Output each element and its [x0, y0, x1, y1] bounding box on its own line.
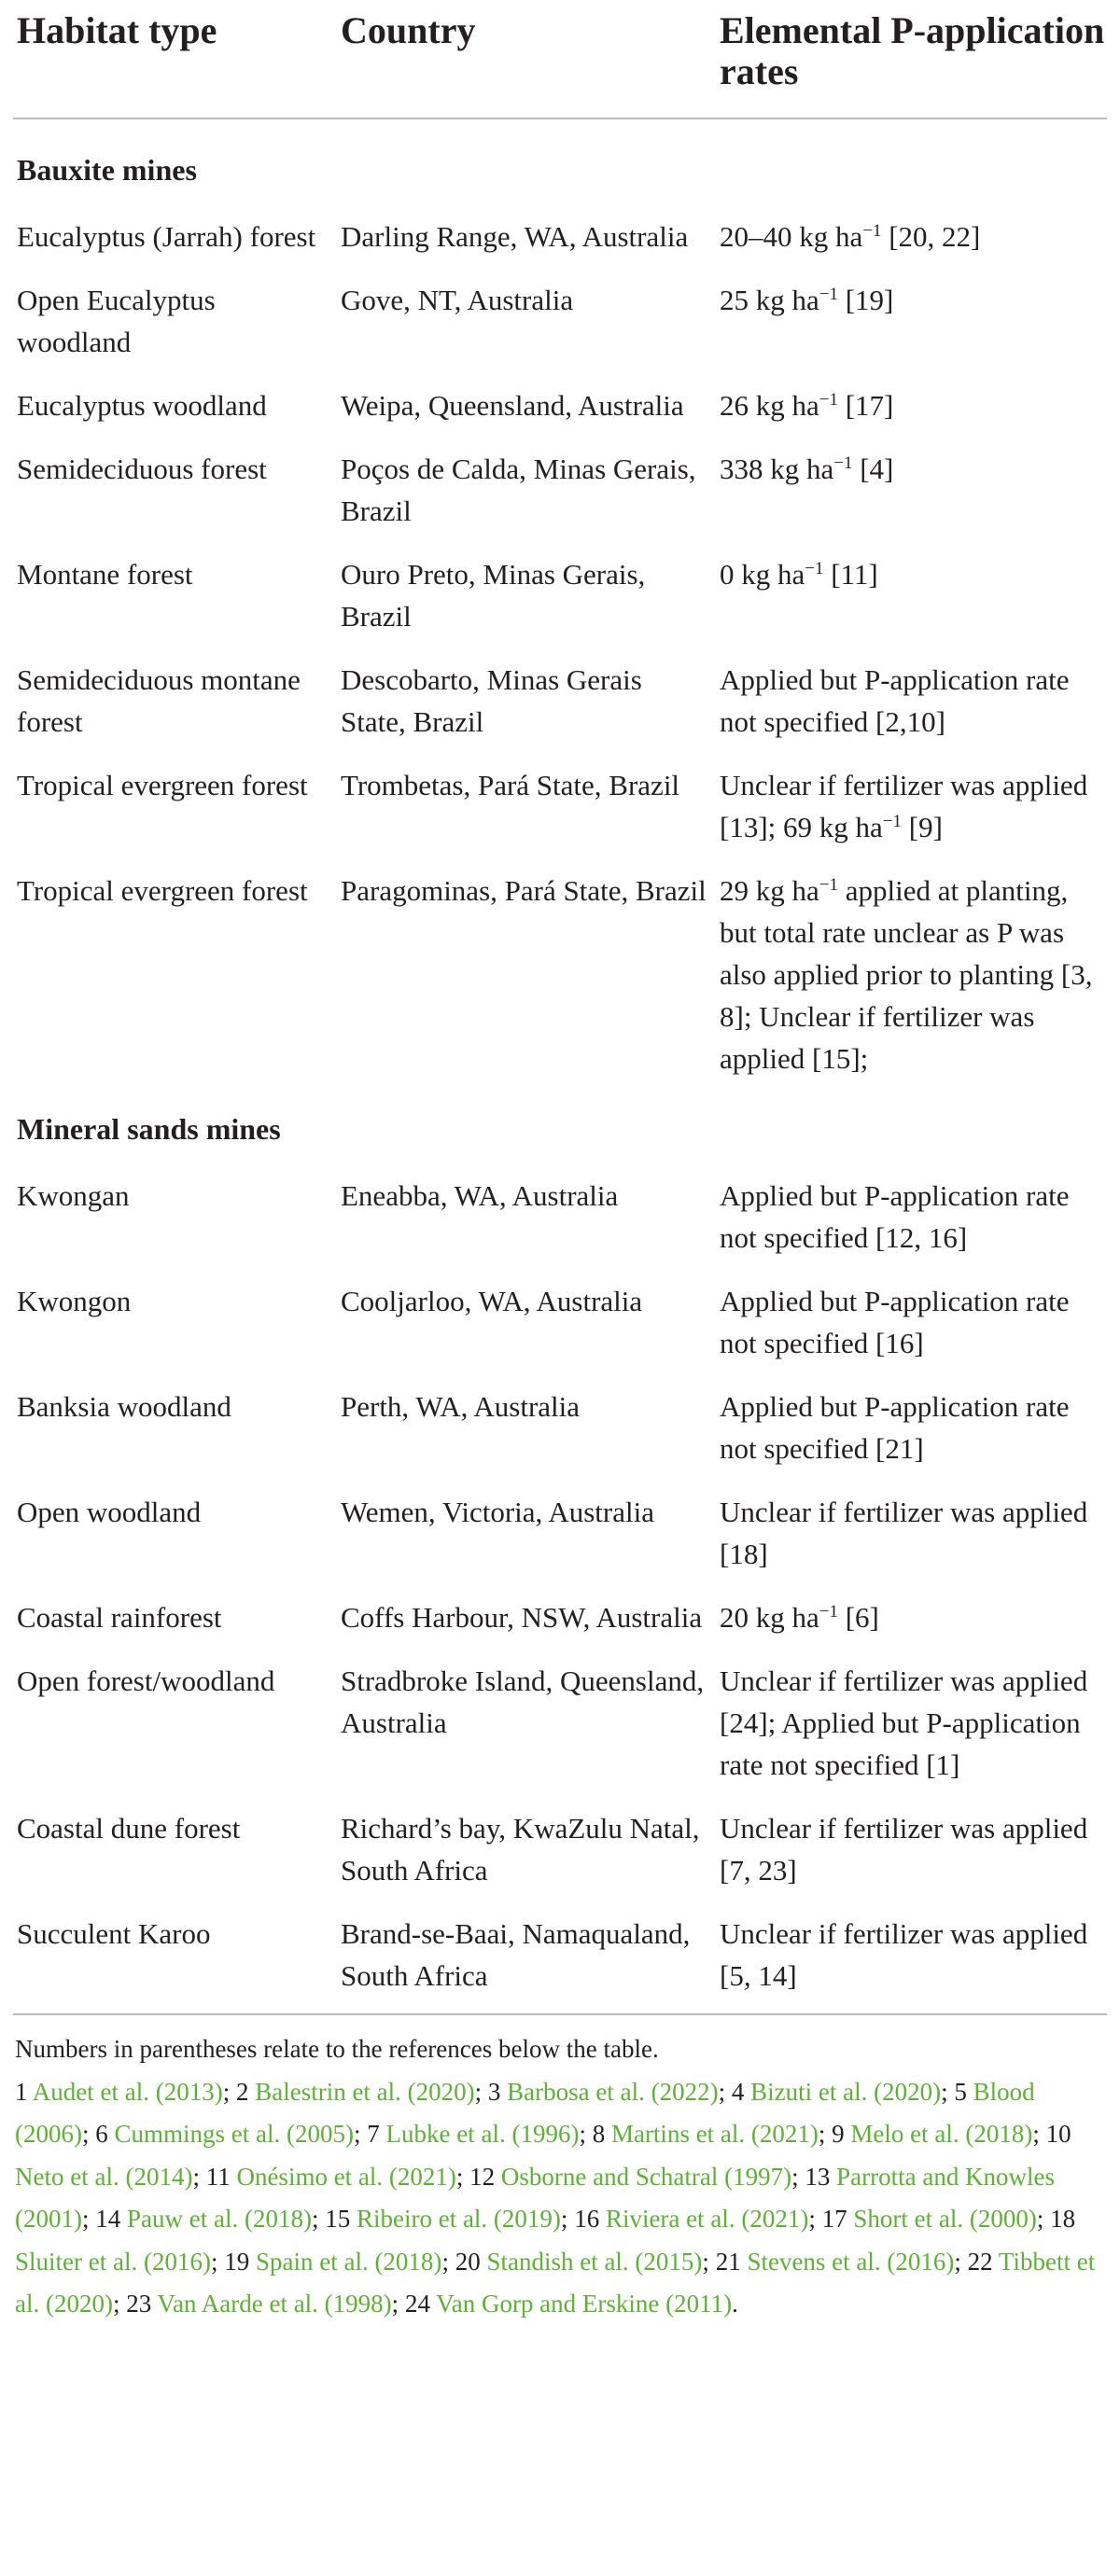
habitat-cell: Semideciduous forest: [17, 453, 267, 485]
reference-link[interactable]: Parrotta and Knowles (2001): [15, 2162, 1056, 2233]
table-row: [13, 1593, 1107, 1656]
country-cell: Brand-se-Baai, Namaqualand, South Africa: [341, 1917, 691, 1992]
country-cell: Stradbroke Island, Queensland, Australia: [341, 1664, 705, 1739]
reference-link[interactable]: Sluiter et al. (2016): [15, 2247, 211, 2276]
section-row: [13, 118, 1107, 212]
country-cell: Perth, WA, Australia: [341, 1390, 581, 1423]
reference-link[interactable]: Pauw et al. (2018): [127, 2205, 312, 2233]
country-cell: Gove, NT, Australia: [341, 284, 574, 316]
table-row: [13, 1803, 1107, 1909]
section-title: Mineral sands mines: [17, 1112, 281, 1146]
habitat-cell: Open forest/woodland: [17, 1664, 275, 1697]
superscript-exponent: −1: [805, 559, 824, 578]
table-footnote: [13, 2015, 1107, 2326]
habitat-cell: Semideciduous montane forest: [17, 663, 301, 738]
table-row: [13, 1382, 1107, 1487]
table-row: [13, 1276, 1107, 1382]
country-cell: Poços de Calda, Minas Gerais, Brazil: [341, 453, 696, 527]
habitat-cell: Succulent Karoo: [17, 1917, 211, 1950]
footnote-intro: Numbers in parentheses relate to the references below the table.: [15, 2035, 659, 2063]
reference-link[interactable]: Bizuti et al. (2020): [750, 2077, 942, 2106]
p-application-table: [13, 0, 1107, 2015]
rate-cell: Applied but P-application rate not specified [16]: [720, 1285, 1070, 1359]
reference-link[interactable]: Short et al. (2000): [853, 2205, 1037, 2233]
country-cell: Trombetas, Pará State, Brazil: [341, 769, 680, 801]
rate-cell: 338 kg $ha^{-1}$ [4]: [720, 453, 894, 485]
superscript-exponent: −1: [819, 875, 838, 895]
table-row: [13, 760, 1107, 866]
reference-link[interactable]: Cummings et al. (2005): [114, 2120, 354, 2148]
reference-link[interactable]: Melo et al. (2018): [850, 2120, 1033, 2148]
table-row: [13, 1171, 1107, 1276]
country-cell: Cooljarloo, WA, Australia: [341, 1285, 643, 1317]
country-cell: Wemen, Victoria, Australia: [341, 1496, 654, 1528]
superscript-exponent: −1: [882, 812, 902, 831]
rate-cell: Unclear if fertilizer was applied [18]: [720, 1496, 1088, 1570]
superscript-exponent: −1: [819, 285, 838, 304]
header-row: [13, 0, 1107, 118]
reference-list: 1 Audet et al. (2013); 2 Balestrin et al. (2020); 3 Barbosa et al. (2022); 4 Bizuti et al. (2020); 5 Blood (2006); 6 Cummings et al. (2005); 7 Lubke et al. (1996); 8 Martins et al. (2021); 9 Melo et al. (2018); 10 Neto et al. (2014); 11 Onésimo et al. (2021); 12 Osborne and Schatral (1997); 13 Parrotta and Knowles (2001); 14 Pauw et al. (2018); 15 Ribeiro et al. (2019); 16 Riviera et al. (2021); 17 Short et al. (2000); 18 Sluiter et al. (2016); 19 Spain et al. (2018); 20 Standish et al. (2015); 21 Stevens et al. (2016); 22 Tibbett et al. (2020); 23 Van Aarde et al. (1998); 24 Van Gorp and Erskine (2011).: [15, 2077, 1096, 2318]
habitat-cell: Kwongan: [17, 1179, 130, 1212]
reference-link[interactable]: Van Gorp and Erskine (2011): [436, 2290, 733, 2318]
reference-link[interactable]: Barbosa et al. (2022): [507, 2077, 719, 2106]
country-cell: Darling Range, WA, Australia: [341, 220, 689, 253]
table-row: [13, 1656, 1107, 1803]
country-cell: Coffs Harbour, NSW, Australia: [341, 1601, 703, 1634]
rate-cell: Applied but P-application rate not specified [2,10]: [720, 663, 1070, 738]
habitat-cell: Eucalyptus woodland: [17, 389, 267, 422]
table-body: [13, 118, 1107, 2014]
table-row: [13, 275, 1107, 381]
reference-link[interactable]: Onésimo et al. (2021): [236, 2162, 456, 2191]
habitat-cell: Open Eucalyptus woodland: [17, 284, 216, 358]
reference-link[interactable]: Van Aarde et al. (1998): [157, 2290, 392, 2318]
table-row: [13, 1487, 1107, 1593]
table-container: [13, 0, 1107, 2326]
reference-link[interactable]: Audet et al. (2013): [32, 2077, 223, 2106]
country-cell: Paragominas, Pará State, Brazil: [341, 874, 707, 907]
habitat-cell: Open woodland: [17, 1496, 202, 1528]
superscript-exponent: −1: [819, 390, 838, 410]
superscript-exponent: −1: [862, 221, 882, 241]
country-cell: Richard’s bay, KwaZulu Natal, South Africa: [341, 1812, 700, 1887]
habitat-cell: Coastal rainforest: [17, 1601, 222, 1634]
reference-link[interactable]: Ribeiro et al. (2019): [356, 2205, 561, 2233]
rate-cell: 25 kg $ha^{-1}$ [19]: [720, 284, 894, 316]
superscript-exponent: −1: [833, 453, 853, 473]
rate-cell: Unclear if fertilizer was applied [5, 14]: [720, 1917, 1088, 1992]
table-row: [13, 655, 1107, 760]
table-row: [13, 550, 1107, 655]
reference-link[interactable]: Riviera et al. (2021): [605, 2205, 809, 2233]
habitat-cell: Tropical evergreen forest: [17, 874, 308, 907]
header-country: Country: [341, 9, 476, 51]
reference-link[interactable]: Spain et al. (2018): [255, 2247, 442, 2276]
country-cell: Eneabba, WA, Australia: [341, 1179, 619, 1212]
habitat-cell: Coastal dune forest: [17, 1812, 241, 1845]
rate-cell: 29 kg $ha^{-1}$ applied at planting, but total rate unclear as P was also applied prior to planting [3, 8]; Unclear if fertilizer was applied [15];: [720, 874, 1093, 1075]
habitat-cell: Kwongon: [17, 1285, 132, 1317]
reference-link[interactable]: Tibbett et al. (2020): [15, 2247, 1096, 2318]
rate-cell: Unclear if fertilizer was applied [24]; Applied but P-application rate not specified [1]: [720, 1664, 1088, 1781]
header-p-application-rates: Elemental P-application rates: [720, 9, 1105, 92]
reference-link[interactable]: Stevens et al. (2016): [747, 2247, 955, 2276]
rate-cell: Unclear if fertilizer was applied [7, 23]: [720, 1812, 1088, 1887]
reference-link[interactable]: Balestrin et al. (2020): [255, 2077, 475, 2106]
reference-link[interactable]: Standish et al. (2015): [486, 2247, 703, 2276]
rate-cell: 26 kg $ha^{-1}$ [17]: [720, 389, 894, 422]
rate-cell: 20–40 kg $ha^{-1}$ [20, 22]: [720, 220, 981, 253]
habitat-cell: Montane forest: [17, 558, 193, 591]
habitat-cell: Tropical evergreen forest: [17, 769, 308, 801]
reference-link[interactable]: Osborne and Schatral (1997): [500, 2162, 792, 2191]
table-row: [13, 212, 1107, 275]
country-cell: Weipa, Queensland, Australia: [341, 389, 684, 422]
superscript-exponent: −1: [819, 1602, 838, 1622]
reference-link[interactable]: Lubke et al. (1996): [385, 2120, 580, 2148]
table-row: [13, 866, 1107, 1097]
rate-cell: 20 kg $ha^{-1}$ [6]: [720, 1601, 879, 1634]
rate-cell: 0 kg $ha^{-1}$ [11]: [720, 558, 878, 591]
habitat-cell: Banksia woodland: [17, 1390, 231, 1423]
country-cell: Ouro Preto, Minas Gerais, Brazil: [341, 558, 646, 633]
section-title: Bauxite mines: [17, 153, 197, 187]
table-row: [13, 444, 1107, 550]
rate-cell: Unclear if fertilizer was applied [13]; 69 kg $ha^{-1}$ [9]: [720, 769, 1088, 843]
reference-link[interactable]: Neto et al. (2014): [15, 2162, 193, 2191]
habitat-cell: Eucalyptus (Jarrah) forest: [17, 220, 316, 253]
rate-cell: Applied but P-application rate not specified [21]: [720, 1390, 1070, 1465]
reference-link[interactable]: Blood (2006): [15, 2077, 1035, 2148]
table-row: [13, 1909, 1107, 2014]
header-habitat-type: Habitat type: [17, 9, 217, 51]
rate-cell: Applied but P-application rate not specified [12, 16]: [720, 1179, 1070, 1254]
country-cell: Descobarto, Minas Gerais State, Brazil: [341, 663, 642, 738]
reference-link[interactable]: Martins et al. (2021): [610, 2120, 819, 2148]
table-row: [13, 381, 1107, 444]
section-row: [13, 1097, 1107, 1171]
